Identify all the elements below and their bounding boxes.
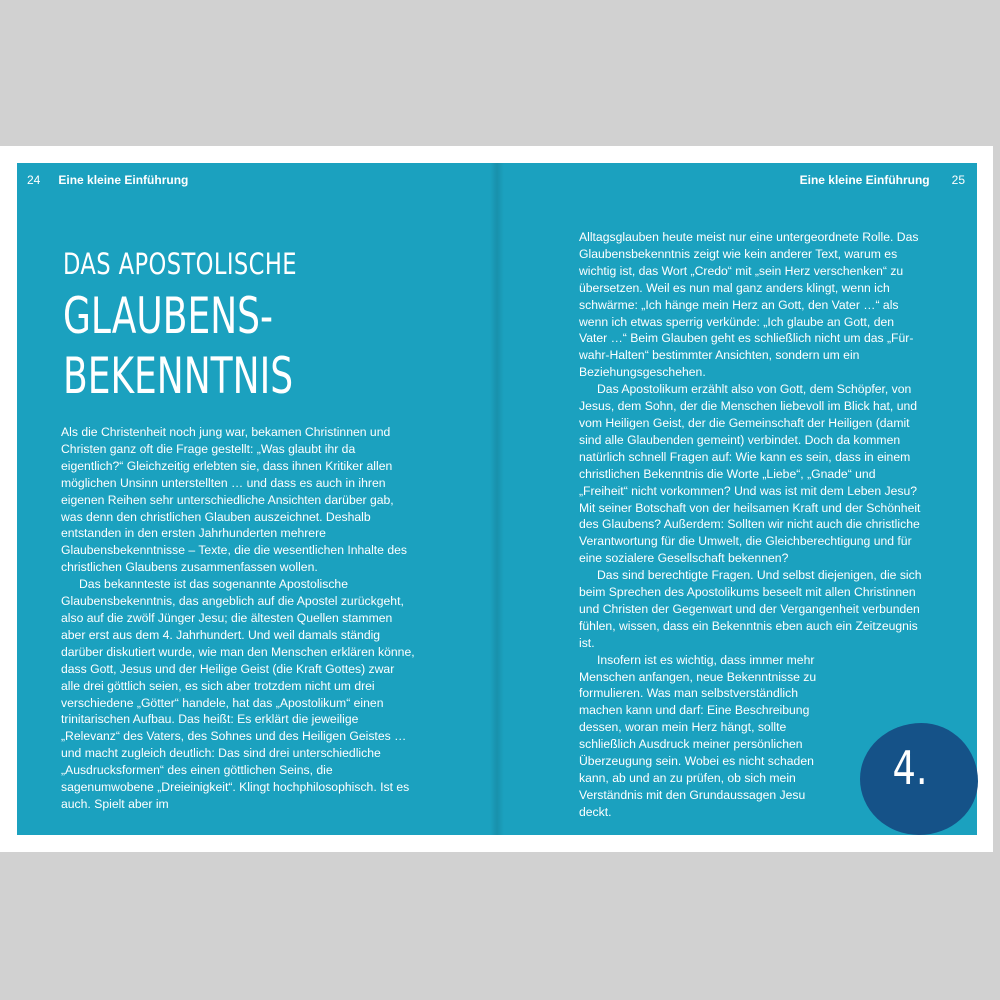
- left-running-head-text: Eine kleine Einführung: [58, 173, 189, 187]
- left-page: [17, 163, 497, 835]
- paragraph: Das sind berechtigte Fragen. Und selbst diejenigen, die sich beim Sprechen des Apostolikums beseelt mit allen Christinnen und Christen der Gegenwart und der Vergangenheit verbunden fühlen, wissen, dass ein Bekenntnis eben auch ein Zeitzeugnis ist.: [579, 568, 922, 650]
- chapter-number: 4.: [892, 741, 928, 795]
- left-running-head: [27, 173, 188, 187]
- paragraph: Das bekannteste ist das sogenannte Apostolische Glaubensbekenntnis, das angeblich auf die Apostel zurückgeht, also auf die zwölf Jünger Jesu; die ältesten Quellen stammen aber erst aus dem 4. Jahrhundert. Und weil damals ständig darüber diskutiert wurde, wie man den Menschen erklären könne, dass Gott, Jesus und der Heilige Geist (die Kraft Gottes) zwar alle drei göttlich seien, es sich aber trotzdem nicht um drei verschiedene „Götter“ handele, hat das „Apostolikum“ einen trinitarischen Aufbau. Das heißt: Es erklärt die jeweilige „Relevanz“ des Vaters, des Sohnes und des Heiligen Geistes … und macht zugleich deutlich: Das sind drei unterschiedliche „Ausdrucksformen“ des einen göttlichen Seins, die sagenumwobene „Dreieinigkeit“. Klingt hochphilosophisch. Ist es auch. Spielt aber im: [61, 577, 415, 811]
- title-line-3: BEKENNTNIS: [63, 347, 294, 406]
- paragraph: Insofern ist es wichtig, dass immer mehr Menschen anfangen, neue Bekenntnisse zu formulieren. Was man selbstverständlich machen kann und darf: Eine Beschreibung dessen, woran mein Herz hängt, sollte schließlich Ausdruck meiner persönlichen Überzeugung sein. Wobei es nicht schaden kann, ab und an zu prüfen, ob sich mein Verständnis mit den Grundaussagen Jesu deckt.: [579, 652, 817, 819]
- left-body-text: [61, 424, 416, 813]
- paragraph: Alltagsglauben heute meist nur eine untergeordnete Rolle. Das Glaubensbekenntnis zeigt wie kein anderer Text, warum es wichtig ist, das Wort „Credo“ mit „sein Herz verschenken“ zu übersetzen. Weil es nun mal ganz anders klingt, wenn ich schwärme: „Ich hänge mein Herz an Gott, den Vater …“ als wenn ich etwas sperrig verkünde: „Ich glaube an Gott, den Vater …“ Beim Glauben geht es schließlich nicht um das „Für-wahr-Halten“ bestimmter Ansichten, sondern um ein Beziehungsgeschehen.: [579, 230, 919, 380]
- chapter-number-badge: [860, 723, 978, 835]
- paragraph: Als die Christenheit noch jung war, bekamen Christinnen und Christen ganz oft die Frage gestellt: „Was glaubt ihr da eigentlich?“ Gleichzeitig erlebten sie, dass ihnen Kritiker allen möglichen Unsinn unterstellten … und dass es auch in ihren eigenen Reihen sehr unterschiedliche Ansichten darüber gab, was denn den christlichen Glauben auszeichnet. Deshalb entstanden in den ersten Jahrhunderten mehrere Glaubensbekenntnisse – Texte, die die wesentlichen Inhalte des christlichen Glaubens zusammenfassen wollen.: [61, 425, 407, 575]
- chapter-title: [63, 247, 483, 406]
- book-gutter-shadow: [490, 163, 504, 835]
- right-running-head-text: Eine kleine Einführung: [799, 173, 930, 187]
- left-page-number: 24: [27, 173, 41, 187]
- right-running-head: [800, 173, 965, 187]
- title-line-1: DAS APOSTOLISCHE: [63, 247, 297, 282]
- paragraph: Das Apostolikum erzählt also von Gott, dem Schöpfer, von Jesus, dem Sohn, der die Menschen liebevoll im Blick hat, und vom Heiligen Geist, der die Gemeinschaft der Heiligen (damit sind alle Glaubenden gemeint) verbindet. Doch da kommen natürlich schnell Fragen auf: Wie kann es sein, dass in einem christlichen Bekenntnis die Worte „Liebe“, „Gnade“ und „Freiheit“ nicht vorkommen? Und was ist mit dem Leben Jesu? Mit seiner Botschaft von der heilsamen Kraft und der Schönheit des Glaubens? Außerdem: Sollten wir nicht auch die christliche Verantwortung für die Umwelt, die Gleichberechtigung und für eine sozialere Gesellschaft bekennen?: [579, 382, 921, 566]
- right-page: [497, 163, 977, 835]
- title-line-2: GLAUBENS-: [63, 287, 273, 346]
- right-page-number: 25: [951, 173, 965, 187]
